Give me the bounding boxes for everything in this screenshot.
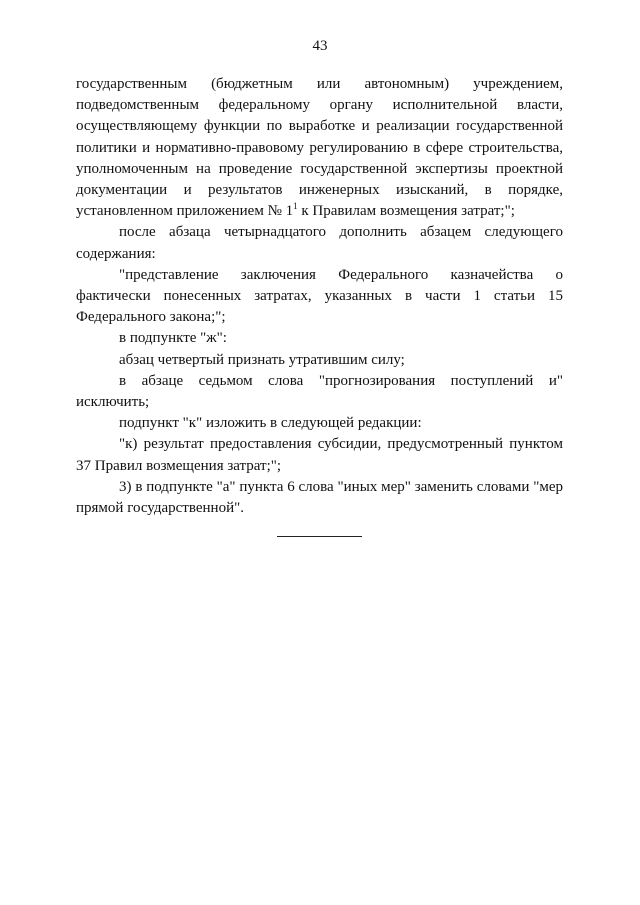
paragraph-subpoint-zh: в подпункте "ж":: [119, 330, 227, 347]
end-divider-line: [277, 536, 362, 537]
paragraph-add-abzac: после абзаца четырнадцатого дополнить абзацем следующего содержания:: [76, 224, 563, 262]
paragraph-subpoint-k-text: "к) результат предоставления субсидии, предусмотренный пунктом 37 Правил возмещения затрат;";: [76, 436, 563, 474]
paragraph-text-end: к Правилам возмещения затрат;";: [297, 203, 515, 220]
paragraph-text: государственным (бюджетным или автономным) учреждением, подведомственным федеральному органу исполнительной власти, осуществляющему функции по выработке и реализации государственной политики и нормативно-правовому регулированию в сфере строительства, уполномоченным на проведение государственной экспертизы проектной документации и результатов инженерных изысканий, в порядке, установленном приложением № 1: [76, 76, 563, 220]
paragraph-continuation: [76, 74, 563, 222]
paragraph-representation-quote: "представление заключения Федерального казначейства о фактически понесенных затратах, указанных в части 1 статьи 15 Федерального закона;";: [76, 266, 563, 326]
page-number: 43: [312, 38, 328, 54]
paragraph-subpoint-k: подпункт "к" изложить в следующей редакции:: [119, 415, 422, 432]
superscript-index: 1: [293, 201, 298, 212]
paragraph-abzac-four: абзац четвертый признать утратившим силу;: [119, 351, 405, 368]
paragraph-abzac-seven: в абзаце седьмом слова "прогнозирования поступлений и" исключить;: [76, 372, 563, 411]
paragraph-item-three: 3) в подпункте "а" пункта 6 слова "иных мер" заменить словами "мер прямой государственной".: [76, 478, 563, 517]
document-body: [76, 74, 563, 519]
